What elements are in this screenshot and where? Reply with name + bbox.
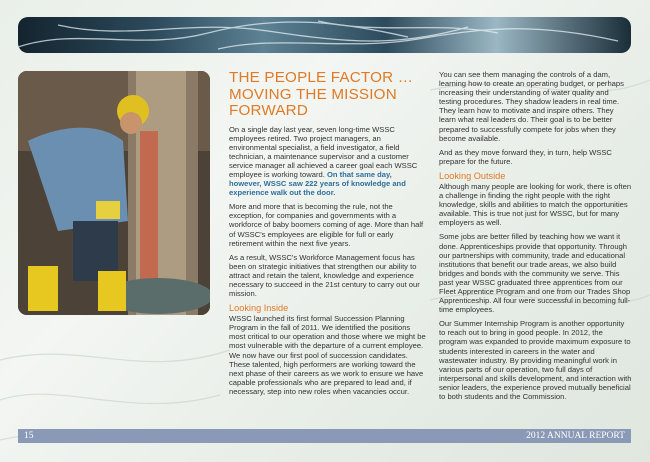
paragraph-succession: WSSC launched its first formal Succession Planning Program in the fall of 2011. We identified the positions most critical to our operation and those where we might be most vulnerable with the departure of a current employee. We now have our first pool of succession candidates. These talented, high performers are working toward the next phase of their careers as we work to ensure we have capable professionals who are prepared to lead and, if necessary, step into new roles when vacancies occur. (229, 314, 426, 396)
page-number: 15 (24, 431, 34, 441)
paragraph-workforce: As a result, WSSC's Workforce Management focus has been on strategic initiatives that strengthen our ability to attract and retain the talent, knowledge and experience necessary to succeed in the 21st century to carry out our mission. (229, 252, 420, 299)
intro-highlight: On that same day, however, WSSC saw 222 years of knowledge and experience walk out the door. (229, 169, 406, 198)
middle-column (229, 70, 426, 401)
right-column (439, 70, 632, 406)
intro-text: On a single day last year, seven long-time WSSC employees retired. Two project managers, an environmental specialist, a field investigator, a field technician, a maintenance supervisor and a customer service manager all achieved a career goal each WSSC employee is working toward. (229, 124, 418, 179)
paragraph-rule: More and more that is becoming the rule, not the exception, for companies and governments with a workforce of baby boomers coming of age. More than half of WSSC's employees are eligible for full or early retirement within the next five years. (229, 202, 424, 248)
paragraph-controls: You can see them managing the controls of a dam, learning how to create an operating budget, or perhaps increasing their understanding of water quality and testing procedures. They shadow leaders in real time. They learn how to motivate and inspire others. They learn what real leaders do. Their goal is to be better prepared to successfully compete for jobs when they become available. (439, 70, 624, 143)
worker-photo (18, 71, 210, 315)
heading-looking-outside: Looking Outside (439, 170, 506, 181)
heading-looking-inside: Looking Inside (229, 303, 289, 314)
paragraph-apprenticeships: Some jobs are better filled by teaching how we want it done. Apprenticeships provide that opportunity. Through our partnerships with community, trade and educational institutions that benefit our trade areas, we also build bridges and bonds with the community we serve. This past year WSSC graduated three apprentices from our Fleet Apprentice Program and one from our Trades Shop Apprenticeship. All four were successful in becoming full-time employees. (439, 232, 631, 315)
paragraph-future: And as they move forward they, in turn, help WSSC prepare for the future. (439, 147, 612, 166)
report-label: 2012 ANNUAL REPORT (526, 431, 625, 441)
footer-bar (18, 429, 631, 443)
header-banner-image (18, 17, 631, 53)
intro-paragraph (229, 125, 426, 198)
paragraph-internship: Our Summer Internship Program is another opportunity to reach out to bring in good people. In 2012, the program was expanded to provide maximum exposure to students interested in careers in the water and wastewater industry. By providing meaningful work in various parts of our operation, two full days of interpersonal and skills development, and interaction with senior leaders, the experience proved mutually beneficial to both students and the Commission. (439, 319, 632, 401)
page-title: THE PEOPLE FACTOR … MOVING THE MISSION FORWARD (229, 69, 414, 119)
paragraph-challenge: Although many people are looking for work, there is often a challenge in finding the right people with the right knowledge, skills and abilities to match the opportunities available. This is true not just for WSSC, but for many employers as well. (439, 181, 632, 228)
